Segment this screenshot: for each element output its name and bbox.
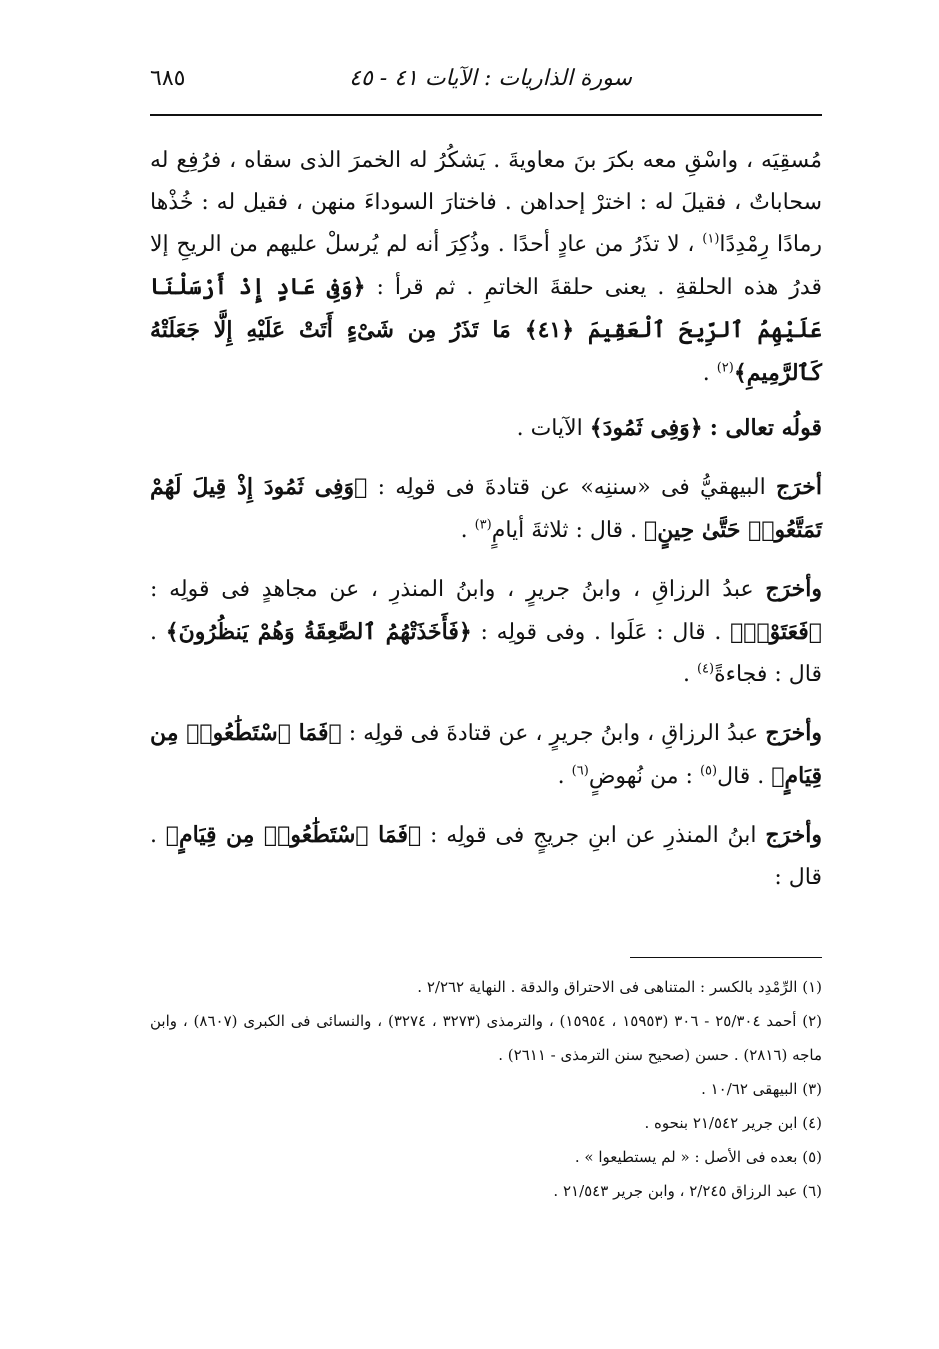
header-divider [150,114,822,116]
footnotes [150,970,822,1208]
paragraph-1: مُسقِيَه ، واسْقِ معه بكرَ بنَ معاويةَ . يَشكُرُ له الخمرَ الذى سقاه ، فرُفِع له سحاباتٌ ، فقيلَ له : اخترْ إحداهن . فاختارَ السوداءَ منهن ، فقيل له : خُذْها رمادًا رِمْدِدًا$^{(١)}$ ، لا تذَرُ من عادٍ أحدًا . وذُكِرَ أنه لم يُرسلْ عليهم من الريحِ إلا قدرُ هذه الحلقةِ . يعنى حلقةَ الخاتمِ . ثم قرأ : ﴿وَفِى عَادٍ إِذْ أَرْسَلْنَا عَلَيْهِمُ ٱلرِّيحَ ٱلْعَقِيمَ ﴿٤١﴾ مَا تَذَرُ مِن شَىْءٍ أَتَتْ عَلَيْهِ إِلَّا جَعَلَتْهُ كَٱلرَّمِيمِ﴾$^{(٢)}$ . [150,148,822,386]
footnote-2: (٢) أحمد ٢٥/٣٠٤ - ٣٠٦ (١٥٩٥٣ ، ١٥٩٥٤) ، والترمذى (٣٢٧٣ ، ٣٢٧٤) ، والنسائى فى الكبرى (٨٦٠٧) ، وابن ماجه (٢٨١٦) . حسن (صحيح سنن الترمذى - ٢٦١١) . [150,1012,823,1064]
main-text [150,140,822,915]
quran-verse: ﴿فَعَتَوْا۟﴾ [730,619,823,645]
quran-verse: ﴿فَأَخَذَتْهُمُ ٱلصَّٰعِقَةُ وَهُمْ يَنظُرُونَ﴾ [165,619,472,645]
quran-verse: ﴿وَفِى ثَمُودَ إِذْ قِيلَ لَهُمْ تَمَتَّعُوا۟ حَتَّىٰ حِينٍ﴾ [150,474,822,543]
footnote-ref-3[interactable]: (٣) [474,517,492,533]
footnote-divider [630,957,822,958]
footnote-ref-4[interactable]: (٤) [696,661,715,677]
paragraph-5: وأخرَج ابنُ المنذرِ عن ابنِ جريجٍ فى قولِه : ﴿فَمَا ٱسْتَطَٰعُوا۟ مِن قِيَامٍ﴾ . قال : [150,822,822,890]
paragraph-3: وأخرَج عبدُ الرزاقِ ، وابنُ جريرٍ ، وابنُ المنذرِ ، عن مجاهدٍ فى قولِه : ﴿فَعَتَوْا۟﴾ . قال : عَلَوا . وفى قولِه : ﴿فَأَخَذَتْهُمُ ٱلصَّٰعِقَةُ وَهُمْ يَنظُرُونَ﴾ . قال : فجاءةً$^{(٤)}$ . [150,576,823,687]
paragraph-2: أخرَج البيهقيُّ فى «سننِه» عن قتادةَ فى قولِه : ﴿وَفِى ثَمُودَ إِذْ قِيلَ لَهُمْ تَمَتَّعُوا۟ حَتَّىٰ حِينٍ﴾ . قال : ثلاثةَ أيامٍ$^{(٣)}$ . [150,474,823,543]
page-header [150,62,822,106]
running-title: سورة الذاريات : الآيات ٤١ - ٤٥ [349,66,632,91]
paragraph-4: وأخرَج عبدُ الرزاقِ ، وابنُ جريرٍ ، عن قتادةَ فى قولِه : ﴿فَمَا ٱسْتَطَٰعُوا۟ مِن قِيَامٍ﴾ . قال$^{(٥)}$ : من نُهوضٍ$^{(٦)}$ . [150,720,822,789]
footnote-3: (٣) البيهقى ١٠/٦٢ . [701,1080,822,1098]
footnote-ref-2[interactable]: (٢) [716,360,734,376]
footnote-5: (٥) بعده فى الأصل : « لم يستطيعوا » . [574,1148,822,1166]
quran-verse: ﴿وَفِى عَادٍ إِذْ أَرْسَلْنَا عَلَيْهِمُ ٱلرِّيحَ ٱلْعَقِيمَ ﴿٤١﴾ مَا تَذَرُ مِن شَىْءٍ أَتَتْ عَلَيْهِ إِلَّا جَعَلَتْهُ كَٱلرَّمِيمِ﴾ [150,274,822,386]
quran-verse: ﴿فَمَا ٱسْتَطَٰعُوا۟ مِن قِيَامٍ﴾ [165,822,422,848]
footnote-ref-5[interactable]: (٥) [699,763,718,779]
page-number: ٦٨٥ [150,66,186,91]
footnote-4: (٤) ابن جرير ٢١/٥٤٢ بنحوه . [644,1114,822,1132]
footnote-ref-6[interactable]: (٦) [571,763,589,779]
section-heading: قولُه تعالى : ﴿وَفِى ثَمُودَ﴾ الآيات . [516,415,822,441]
footnote-6: (٦) عبد الرزاق ٢/٢٤٥ ، وابن جرير ٢١/٥٤٣ . [553,1182,822,1200]
footnote-1: (١) الرِّمْدِد بالكسر : المتناهى فى الاحتراق والدقة . النهاية ٢/٢٦٢ . [417,978,822,996]
footnote-ref-1[interactable]: (١) [702,231,720,247]
quran-verse: ﴿وَفِى ثَمُودَ﴾ [589,415,703,441]
quran-verse: ﴿فَمَا ٱسْتَطَٰعُوا۟ مِن قِيَامٍ﴾ [150,720,822,789]
